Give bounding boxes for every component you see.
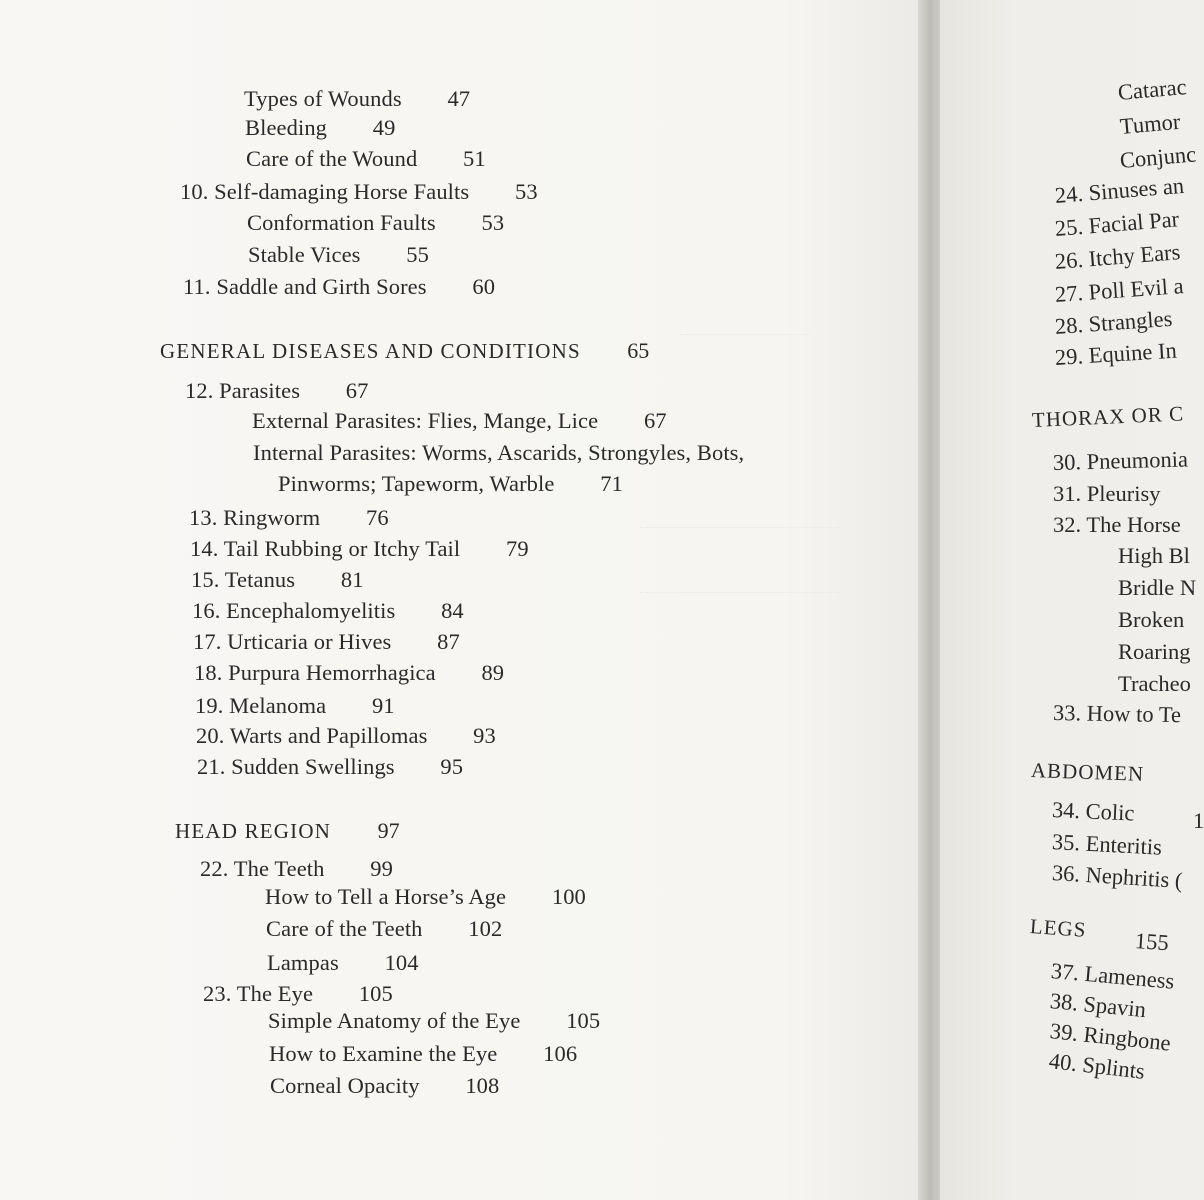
right-toc-line: 39. Ringbone bbox=[1048, 1018, 1172, 1056]
entry-title: Care of the Teeth bbox=[266, 916, 423, 941]
entry-title: Bleeding bbox=[245, 115, 328, 140]
entry-title: Care of the Wound bbox=[246, 146, 418, 171]
right-toc-line: 34. Colic bbox=[1051, 797, 1135, 826]
toc-entry bbox=[203, 981, 393, 1007]
entry-title: Ringworm bbox=[223, 505, 321, 530]
entry-page: 53 bbox=[514, 179, 538, 204]
entry-title: Self-damaging Horse Faults bbox=[214, 179, 470, 204]
right-toc-line: 33. How to Te bbox=[1052, 700, 1182, 728]
chapter-number: 20. bbox=[196, 723, 225, 748]
right-toc-line: Broken bbox=[1118, 607, 1185, 632]
right-toc-line: Roaring bbox=[1118, 639, 1191, 664]
toc-entry bbox=[183, 274, 495, 300]
right-toc-line: Conjunc bbox=[1118, 141, 1198, 173]
section-title: HEAD REGION bbox=[175, 819, 332, 843]
chapter-number: 16. bbox=[192, 598, 221, 623]
entry-page: 93 bbox=[473, 723, 496, 748]
toc-entry bbox=[193, 629, 460, 655]
entry-page: 53 bbox=[481, 210, 505, 235]
right-toc-line: Tumor bbox=[1118, 108, 1182, 139]
entry-title: Tail Rubbing or Itchy Tail bbox=[223, 536, 461, 561]
chapter-number: 10. bbox=[180, 179, 209, 204]
entry-title: How to Tell a Horse’s Age bbox=[265, 884, 507, 909]
toc-entry bbox=[268, 1008, 600, 1034]
entry-page: 51 bbox=[463, 146, 486, 171]
entry-page: 60 bbox=[472, 274, 496, 299]
toc-entry bbox=[247, 210, 504, 236]
chapter-number: 21. bbox=[197, 754, 226, 779]
entry-page: 106 bbox=[543, 1041, 578, 1066]
entry-title: Conformation Faults bbox=[247, 210, 436, 235]
toc-entry bbox=[197, 754, 463, 780]
chapter-number: 14. bbox=[190, 536, 219, 561]
right-section-heading: LEGS bbox=[1029, 914, 1088, 942]
chapter-number: 13. bbox=[189, 505, 218, 530]
right-section-heading: THORAX OR C bbox=[1031, 401, 1185, 432]
entry-title: The Teeth bbox=[233, 856, 325, 881]
section-title: GENERAL DISEASES AND CONDITIONS bbox=[160, 339, 581, 363]
toc-entry bbox=[194, 660, 504, 686]
entry-title: Purpura Hemorrhagica bbox=[228, 660, 436, 685]
entry-page: 89 bbox=[481, 660, 505, 685]
entry-title: Internal Parasites: Worms, Ascarids, Strongyles, Bots, bbox=[253, 440, 745, 465]
entry-title: Melanoma bbox=[229, 693, 327, 718]
toc-entry bbox=[253, 440, 744, 466]
right-toc-line: 24. Sinuses an bbox=[1053, 172, 1185, 208]
entry-page: 87 bbox=[437, 629, 460, 654]
entry-title: Saddle and Girth Sores bbox=[216, 274, 427, 299]
right-toc-line: Tracheo bbox=[1118, 671, 1191, 696]
entry-page: 67 bbox=[345, 378, 369, 403]
right-toc-line: 1 bbox=[1193, 808, 1204, 833]
entry-title: Simple Anatomy of the Eye bbox=[268, 1008, 521, 1033]
entry-title: Types of Wounds bbox=[244, 86, 402, 111]
right-toc-line: Bridle N bbox=[1118, 575, 1197, 600]
section-heading bbox=[175, 818, 400, 844]
toc-entry bbox=[195, 693, 395, 719]
entry-page: 55 bbox=[406, 242, 429, 267]
entry-title: Pinworms; Tapeworm, Warble bbox=[278, 471, 555, 496]
entry-page: 102 bbox=[468, 916, 503, 941]
chapter-number: 12. bbox=[185, 378, 214, 403]
right-section-heading: ABDOMEN bbox=[1030, 758, 1145, 786]
entry-title: Sudden Swellings bbox=[231, 754, 395, 779]
chapter-number: 18. bbox=[194, 660, 223, 685]
chapter-number: 17. bbox=[193, 629, 222, 654]
entry-page: 104 bbox=[384, 950, 419, 975]
entry-page: 76 bbox=[365, 505, 389, 530]
toc-entry bbox=[248, 242, 429, 268]
toc-entry bbox=[200, 856, 393, 882]
toc-entry bbox=[185, 378, 369, 404]
entry-page: 47 bbox=[447, 86, 471, 111]
right-toc-line: 37. Lameness bbox=[1049, 958, 1176, 994]
entry-title: External Parasites: Flies, Mange, Lice bbox=[252, 408, 599, 433]
chapter-number: 22. bbox=[200, 856, 229, 881]
toc-entry bbox=[265, 884, 586, 910]
entry-page: 99 bbox=[370, 856, 393, 881]
right-toc-line: Catarac bbox=[1116, 74, 1188, 105]
entry-page: 81 bbox=[340, 567, 364, 592]
toc-entry bbox=[189, 505, 389, 531]
entry-title: Lampas bbox=[267, 950, 339, 975]
toc-entry bbox=[190, 536, 529, 562]
chapter-number: 11. bbox=[183, 274, 211, 299]
section-page: 65 bbox=[627, 338, 650, 363]
toc-entry bbox=[269, 1041, 577, 1067]
right-toc-line: 36. Nephritis ( bbox=[1051, 860, 1184, 893]
right-section-page: 155 bbox=[1134, 928, 1170, 956]
show-through bbox=[640, 570, 840, 593]
entry-page: 71 bbox=[600, 471, 623, 496]
right-toc-line: 38. Spavin bbox=[1048, 988, 1148, 1023]
chapter-number: 23. bbox=[203, 981, 232, 1006]
section-page: 97 bbox=[377, 818, 400, 843]
entry-page: 91 bbox=[371, 693, 395, 718]
right-toc-line: 25. Facial Par bbox=[1053, 206, 1180, 241]
toc-entry bbox=[192, 598, 464, 624]
entry-title: How to Examine the Eye bbox=[269, 1041, 498, 1066]
entry-page: 84 bbox=[441, 598, 464, 623]
right-toc-line: 29. Equine In bbox=[1054, 337, 1178, 370]
toc-entry bbox=[180, 179, 538, 205]
right-toc-line: 40. Splints bbox=[1047, 1048, 1147, 1084]
toc-entry bbox=[191, 567, 364, 593]
toc-entry bbox=[278, 471, 623, 497]
entry-page: 100 bbox=[551, 884, 586, 909]
toc-entry bbox=[252, 408, 667, 434]
entry-title: Tetanus bbox=[224, 567, 296, 592]
right-toc-line: 26. Itchy Ears bbox=[1053, 239, 1182, 274]
toc-entry bbox=[246, 146, 486, 172]
chapter-number: 19. bbox=[195, 693, 224, 718]
right-toc-line: 30. Pneumonia bbox=[1052, 446, 1189, 475]
chapter-number: 15. bbox=[191, 567, 220, 592]
right-toc-line: 31. Pleurisy bbox=[1053, 481, 1161, 506]
entry-title: The Eye bbox=[236, 981, 314, 1006]
entry-title: Urticaria or Hives bbox=[227, 629, 392, 654]
show-through bbox=[640, 505, 840, 528]
right-toc-line: High Bl bbox=[1118, 543, 1190, 568]
entry-page: 105 bbox=[358, 981, 393, 1006]
right-toc-line: 35. Enteritis bbox=[1051, 829, 1163, 860]
toc-entry bbox=[245, 115, 395, 141]
entry-page: 49 bbox=[372, 115, 396, 140]
toc-entry bbox=[266, 916, 502, 942]
section-heading bbox=[160, 338, 649, 364]
entry-page: 79 bbox=[506, 536, 529, 561]
entry-page: 95 bbox=[440, 754, 464, 779]
entry-page: 105 bbox=[566, 1008, 601, 1033]
right-toc-line: 32. The Horse bbox=[1053, 512, 1181, 537]
entry-title: Stable Vices bbox=[248, 242, 361, 267]
entry-title: Corneal Opacity bbox=[270, 1073, 420, 1098]
entry-page: 67 bbox=[643, 408, 667, 433]
toc-entry bbox=[267, 950, 419, 976]
right-toc-line: 27. Poll Evil a bbox=[1054, 273, 1185, 307]
entry-page: 108 bbox=[465, 1073, 500, 1098]
right-toc-line: 28. Strangles bbox=[1054, 305, 1174, 339]
entry-title: Parasites bbox=[219, 378, 301, 403]
toc-entry bbox=[244, 86, 470, 112]
toc-entry bbox=[270, 1073, 499, 1099]
entry-title: Encephalomyelitis bbox=[226, 598, 396, 623]
entry-title: Warts and Papillomas bbox=[229, 723, 428, 748]
show-through bbox=[680, 312, 810, 335]
toc-entry bbox=[196, 723, 496, 749]
